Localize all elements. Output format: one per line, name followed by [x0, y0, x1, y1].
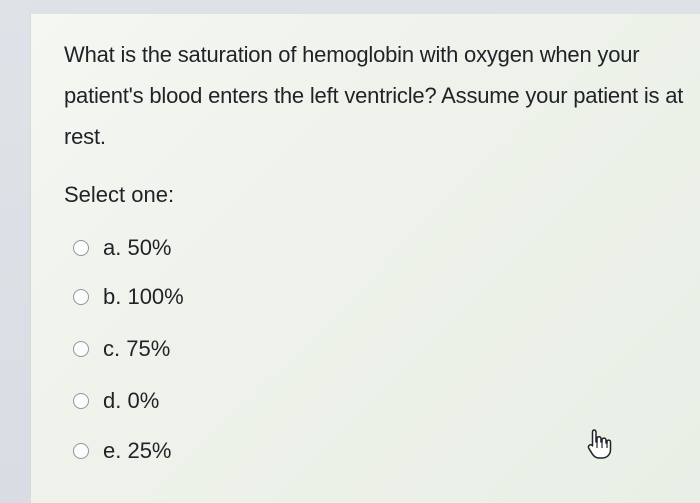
radio-button[interactable]	[73, 393, 89, 409]
option-label: c. 75%	[103, 336, 171, 361]
option-d[interactable]	[73, 388, 159, 414]
left-sidebar-strip	[0, 0, 30, 503]
select-one-label: Select one:	[64, 182, 175, 207]
option-label: a. 50%	[103, 235, 172, 260]
option-e[interactable]	[73, 438, 172, 464]
option-c[interactable]	[73, 336, 170, 362]
question-panel	[30, 14, 700, 503]
hand-pointer-icon	[584, 428, 612, 460]
radio-button[interactable]	[73, 443, 89, 459]
radio-button[interactable]	[73, 289, 89, 305]
option-label: e. 25%	[103, 438, 172, 463]
option-label: d. 0%	[103, 388, 160, 413]
option-a[interactable]	[73, 235, 172, 261]
option-label: b. 100%	[103, 284, 184, 309]
radio-button[interactable]	[73, 240, 89, 256]
question-text: What is the saturation of hemoglobin with oxygen when your patient's blood enters the left ventricle? Assume your patient is at rest.	[64, 42, 684, 149]
radio-button[interactable]	[73, 341, 89, 357]
top-border	[30, 0, 700, 14]
option-b[interactable]	[73, 284, 184, 310]
